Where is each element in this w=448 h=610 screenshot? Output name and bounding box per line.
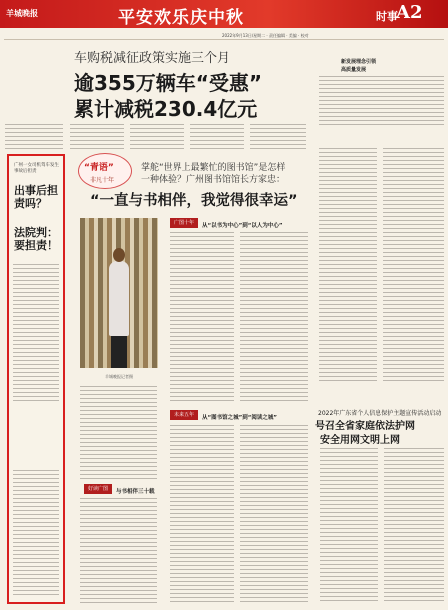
- text-column: [384, 448, 444, 602]
- text-column: [170, 232, 234, 402]
- right-rail: [319, 44, 444, 386]
- section-label-1: 广图十年: [170, 218, 198, 228]
- feature-lead-line-2: 一种体验？广州图书馆馆长方家忠：: [141, 175, 286, 185]
- top-story-headline-line-1: 逾355万辆车“受惠”: [74, 71, 263, 95]
- text-column: [250, 124, 306, 150]
- newspaper-logo: 羊城晚报: [6, 9, 38, 18]
- bottom-story-headline-line-2: 安全用网文明上网: [320, 435, 400, 446]
- librarian-photo: [80, 218, 158, 368]
- side-feature-box: [7, 154, 65, 604]
- newspaper-banner: [0, 0, 448, 28]
- text-column: [190, 124, 244, 150]
- side-feature-headline-2: 法院判：要担责！: [14, 226, 58, 252]
- feature-lead-line-1: 掌舵“世界上最繁忙的图书馆”是怎样: [141, 163, 286, 173]
- section-title-2: 从“图书馆之城”到“阅读之城”: [202, 415, 277, 421]
- page-number: A2: [396, 2, 423, 23]
- text-column: [80, 386, 157, 480]
- text-column: [320, 448, 378, 602]
- section-tag: 时事: [376, 10, 398, 23]
- rail-headline-1: 新发展理念引领: [341, 59, 377, 65]
- text-column: [240, 232, 308, 402]
- text-column: [383, 148, 444, 382]
- text-column: [70, 124, 124, 150]
- top-story-kicker: 车购税减征政策实施三个月: [74, 51, 231, 66]
- badge-subtitle: 非凡十年: [90, 177, 115, 184]
- text-column: [5, 124, 63, 150]
- badge-title: “青语”: [84, 163, 114, 173]
- section-title-3: 与书相伴三十载: [116, 489, 155, 495]
- text-column: [13, 470, 59, 596]
- section-label-3: 好读广图: [84, 484, 112, 494]
- text-column: [13, 264, 59, 402]
- section-title-1: 从“以书为中心”到“以人为中心”: [202, 223, 283, 229]
- side-feature-intro: 广州一女司机驾车发生事故后担责: [14, 163, 59, 174]
- text-column: [170, 425, 234, 603]
- text-column: [130, 124, 184, 150]
- top-story-headline-line-2: 累计减税230.4亿元: [74, 97, 258, 121]
- rail-headline-2: 高质量发展: [341, 67, 367, 73]
- text-column: [319, 148, 377, 382]
- feature-badge: [78, 153, 132, 189]
- person-figure: [113, 248, 125, 262]
- bottom-story-headline-line-1: 号召全省家庭依法护网: [315, 421, 415, 432]
- side-feature-headline-1: 出事后担责吗？: [14, 184, 58, 210]
- bottom-story-intro: 2022年广东省个人信息保护主题宣传活动启动: [318, 410, 442, 417]
- dateline: 2022年9月13日/星期二 · 责任编辑 · 美编 · 校对: [222, 33, 309, 38]
- text-column: [80, 498, 157, 603]
- festival-banner-title: 平安欢乐庆中秋: [118, 8, 244, 28]
- photo-credit: 羊城晚报记者摄: [105, 374, 133, 379]
- feature-headline: “一直与书相伴，我觉得很幸运”: [90, 193, 298, 209]
- section-label-2: 未来五年: [170, 410, 198, 420]
- text-column: [319, 76, 444, 126]
- text-column: [240, 425, 308, 603]
- header-divider: [4, 39, 444, 40]
